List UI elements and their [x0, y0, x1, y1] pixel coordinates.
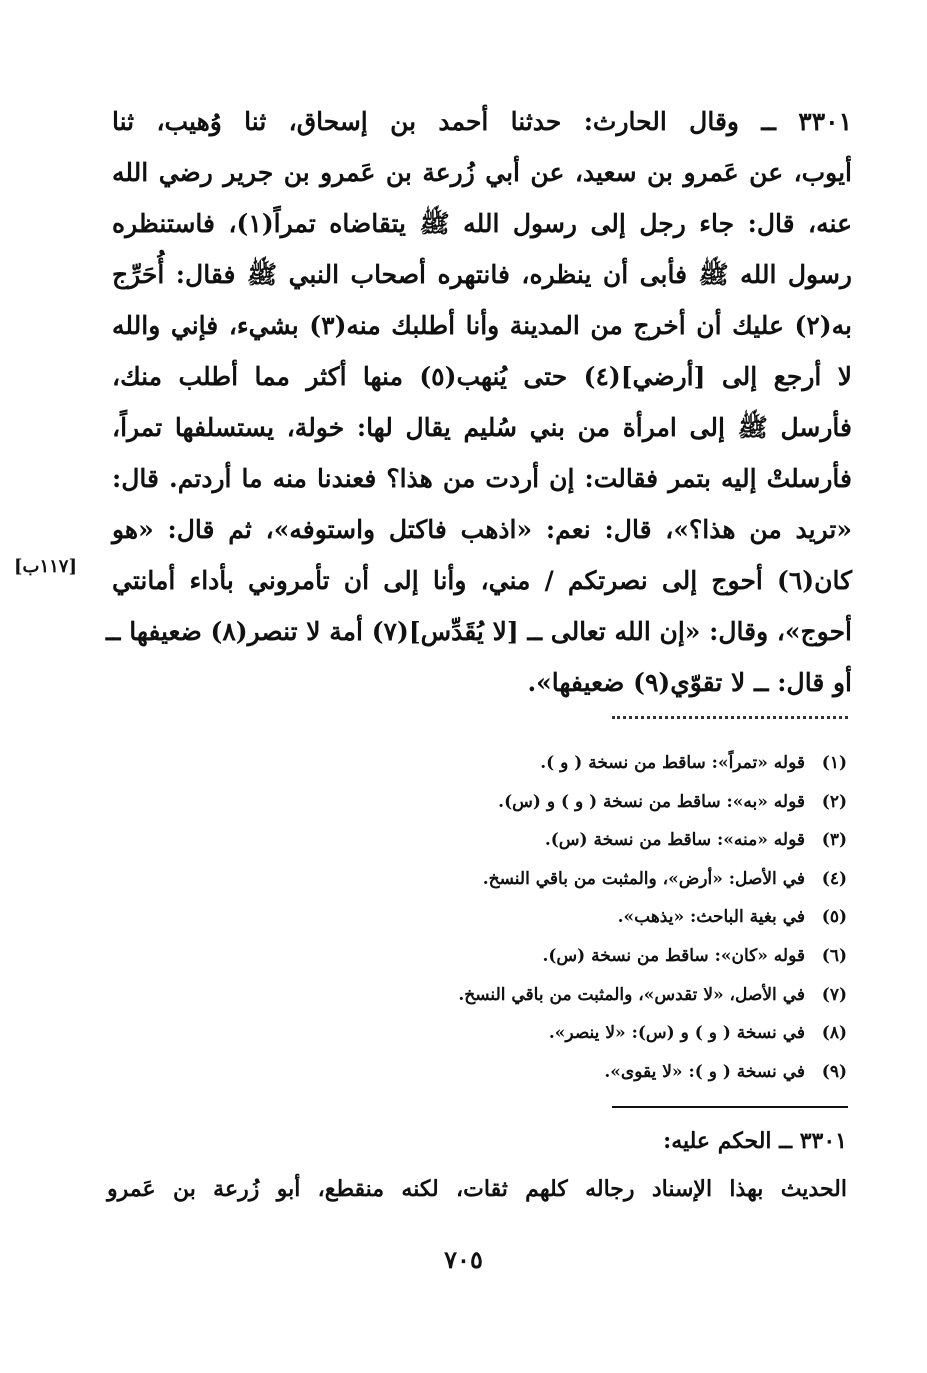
footnote-text: قوله «به»: ساقط من نسخة ( و ) و (س). [498, 791, 805, 812]
text-line: لا أرجع إلى [أرضي](٤) حتى يُنهب(٥) منها أكثر مما أطلب منك، [112, 362, 853, 391]
footnote-item [247, 783, 847, 822]
footnote-number: (١) [821, 753, 847, 773]
text-line: فأرسل ﷺ إلى امرأة من بني سُليم يقال لها: خولة، يستسلفها تمراً، [112, 413, 852, 442]
text-line: فأرسلتْ إليه بتمر فقالت: إن أردت من هذا؟ فعندنا منه ما أردتم. قال: [112, 464, 852, 493]
text-line: كان(٦) أحوج إلى نصرتكم / مني، وأنا إلى أن تأمروني بأداء أمانتي [112, 566, 852, 595]
manuscript-folio-note: [١١٧ب] [14, 556, 78, 577]
footnote-text: في الأصل، «لا تقدس»، والمثبت من باقي النسخ. [458, 984, 805, 1005]
ruling-text: الحديث بهذا الإسناد رجاله كلهم ثقات، لكنه منقطع، أبو زُرعة بن عَمرو [107, 1176, 847, 1202]
footnote-item [247, 1014, 847, 1053]
footnote-text: في الأصل: «أرض»، والمثبت من باقي النسخ. [482, 868, 805, 889]
footnote-text: في بغية الباحث: «يذهب». [617, 907, 805, 928]
footnote-number: (٧) [821, 984, 847, 1005]
footnote-item [247, 937, 847, 976]
footnote-number: (٨) [821, 1023, 847, 1044]
footnote-number: (٦) [821, 945, 847, 966]
text-line: عنه، قال: جاء رجل إلى رسول الله ﷺ يتقاضاه تمراً(١)، فاستنظره [112, 209, 852, 238]
footnote-number: (٢) [821, 791, 847, 812]
footnote-number: (٩) [821, 1061, 847, 1082]
text-line: به(٢) عليك أن أخرج من المدينة وأنا أطلبك منه(٣) بشيء، فإني والله [112, 311, 852, 340]
section-rule [612, 1106, 848, 1108]
footnote-number: (٤) [821, 868, 847, 889]
footnote-number: (٣) [821, 830, 847, 851]
text-line: ٣٣٠١ ــ وقال الحارث: حدثنا أحمد بن إسحاق، ثنا وُهيب، ثنا [112, 107, 852, 136]
text-line: رسول الله ﷺ فأبى أن ينظره، فانتهره أصحاب النبي ﷺ فقال: أُحَرِّج [112, 260, 852, 289]
footnotes [247, 744, 847, 1091]
dotted-separator [612, 716, 848, 729]
footnote-text: قوله «كان»: ساقط من نسخة (س). [542, 945, 805, 966]
footnote-item [247, 898, 847, 937]
ruling-heading: ٣٣٠١ ــ الحكم عليه: [663, 1128, 847, 1154]
footnote-text: قوله «منه»: ساقط من نسخة (س). [544, 830, 805, 851]
footnote-item [247, 1053, 847, 1092]
page-number: ٧٠٥ [444, 1245, 483, 1274]
text-line: أحوج»، وقال: «إن الله تعالى ــ [لا يُقَدِّس](٧) أمة لا تنصر(٨) ضعيفها ــ [105, 617, 852, 646]
text-line: «تريد من هذا؟»، قال: نعم: «اذهب فاكتل واستوفه»، ثم قال: «هو [112, 515, 852, 544]
footnote-text: قوله «تمراً»: ساقط من نسخة ( و ). [540, 753, 805, 773]
footnote-number: (٥) [821, 907, 847, 928]
footnote-item [247, 744, 847, 783]
text-line: أو قال: ــ لا تقوّي(٩) ضعيفها». [527, 668, 852, 697]
footnote-item [247, 860, 847, 899]
text-line: أيوب، عن عَمرو بن سعيد، عن أبي زُرعة بن عَمرو بن جرير رضي الله [112, 158, 852, 187]
footnote-text: في نسخة ( و ) و (س): «لا ينصر». [548, 1023, 805, 1044]
footnote-item [247, 821, 847, 860]
footnote-item [247, 976, 847, 1015]
hadith-text [105, 96, 853, 708]
footnote-text: في نسخة ( و ): «لا يقوى». [604, 1061, 805, 1082]
